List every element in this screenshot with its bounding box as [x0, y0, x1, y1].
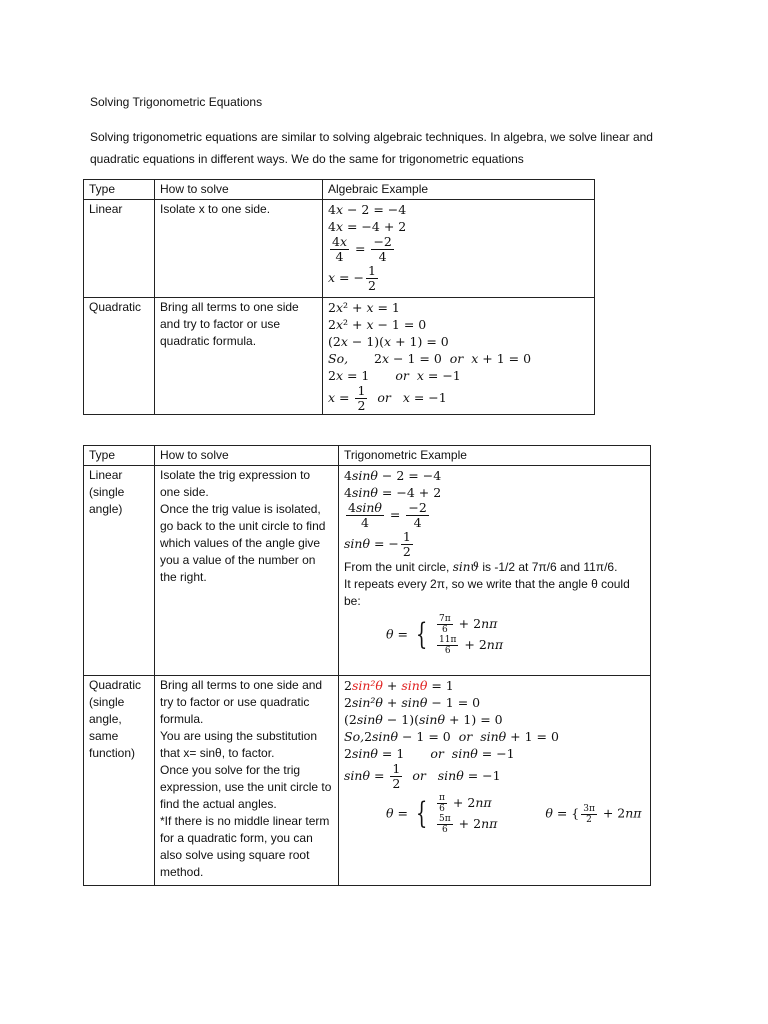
example-cell: 4sinθ − 2 = −4 4sinθ = −4 + 2 $\frac{4\sin\theta}{4}$ = $\frac{-2}{4}$ sinθ = − $\frac{1}{2}$ From the unit circle, sinϑ is -1/2 at 7π/6 and 11π/6. It repeats every 2π, so we write that the angle θ could be: θ = { $\frac{7\pi}{6}$ + 2nπ $\frac{11\pi}{6}$ + 2nπ: [339, 466, 651, 676]
type-cell: Linear (single angle): [84, 466, 155, 676]
how-cell: Bring all terms to one side and try to factor or use quadratic formula. You are using the substitution that x= sinθ, to factor. Once you solve for the trig expression, use the unit circle to find the actual angles. *If there is no middle linear term for a quadratic form, you can also solve using square root method.: [155, 676, 339, 886]
intro-paragraph: Solving trigonometric equations are similar to solving algebraic techniques. In algebra, we solve linear and quadratic equations in different ways. We do the same for trigonometric equations: [90, 130, 653, 166]
table-row: [84, 676, 651, 886]
repeat-text: It repeats every 2π, so we write that the angle θ could be:: [344, 577, 630, 608]
header-how: How to solve: [155, 446, 339, 466]
header-type: Type: [84, 180, 155, 200]
how-cell: Isolate x to one side.: [155, 200, 323, 298]
how-cell: Isolate the trig expression to one side. Once the trig value is isolated, go back to the unit circle to find which values of the angle give you a value of the number on the right.: [155, 466, 339, 676]
how-cell: Bring all terms to one side and try to factor or use quadratic formula.: [155, 298, 323, 415]
type-cell: Quadratic: [84, 298, 155, 415]
example-cell: 4x − 2 = −4 4x = −4 + 2 $\frac{4x}{4}$ = $\frac{-2}{4}$ x = − $\frac{1}{2}$: [323, 200, 595, 298]
table-row: [84, 200, 595, 298]
trigonometric-table: [83, 445, 651, 886]
algebraic-table: [83, 179, 595, 415]
header-type: Type: [84, 446, 155, 466]
unit-circle-text-a: From the unit circle,: [344, 560, 453, 574]
table-row: [84, 298, 595, 415]
example-cell: 2x² + x = 1 2x² + x − 1 = 0 (2x − 1)(x + 1) = 0 So, 2x − 1 = 0 or x + 1 = 0 2x = 1 or x = −1 x = $\frac{1}{2}$ or x = −1: [323, 298, 595, 415]
type-cell: Linear: [84, 200, 155, 298]
table-header-row: [84, 446, 651, 466]
table-header-row: [84, 180, 595, 200]
example-cell: 2sin²θ + sinθ = 1 2sin²θ + sinθ − 1 = 0 (2sinθ − 1)(sinθ + 1) = 0 So,2sinθ − 1 = 0 or sinθ + 1 = 0 2sinθ = 1 or sinθ = −1 sinθ = $\frac{1}{2}$ or sinθ = −1 θ = { $\frac{\pi}{6}$ + 2nπ $\frac{5\pi}{6}$ + 2nπ θ = { $\frac{3\pi}{2}$ + 2nπ: [339, 676, 651, 886]
table-row: [84, 466, 651, 676]
document-title: Solving Trigonometric Equations: [90, 95, 263, 109]
type-cell: Quadratic (single angle, same function): [84, 676, 155, 886]
header-example: Algebraic Example: [323, 180, 595, 200]
header-how: How to solve: [155, 180, 323, 200]
header-example: Trigonometric Example: [339, 446, 651, 466]
unit-circle-text-b: is -1/2 at 7π/6 and 11π/6.: [479, 560, 618, 574]
